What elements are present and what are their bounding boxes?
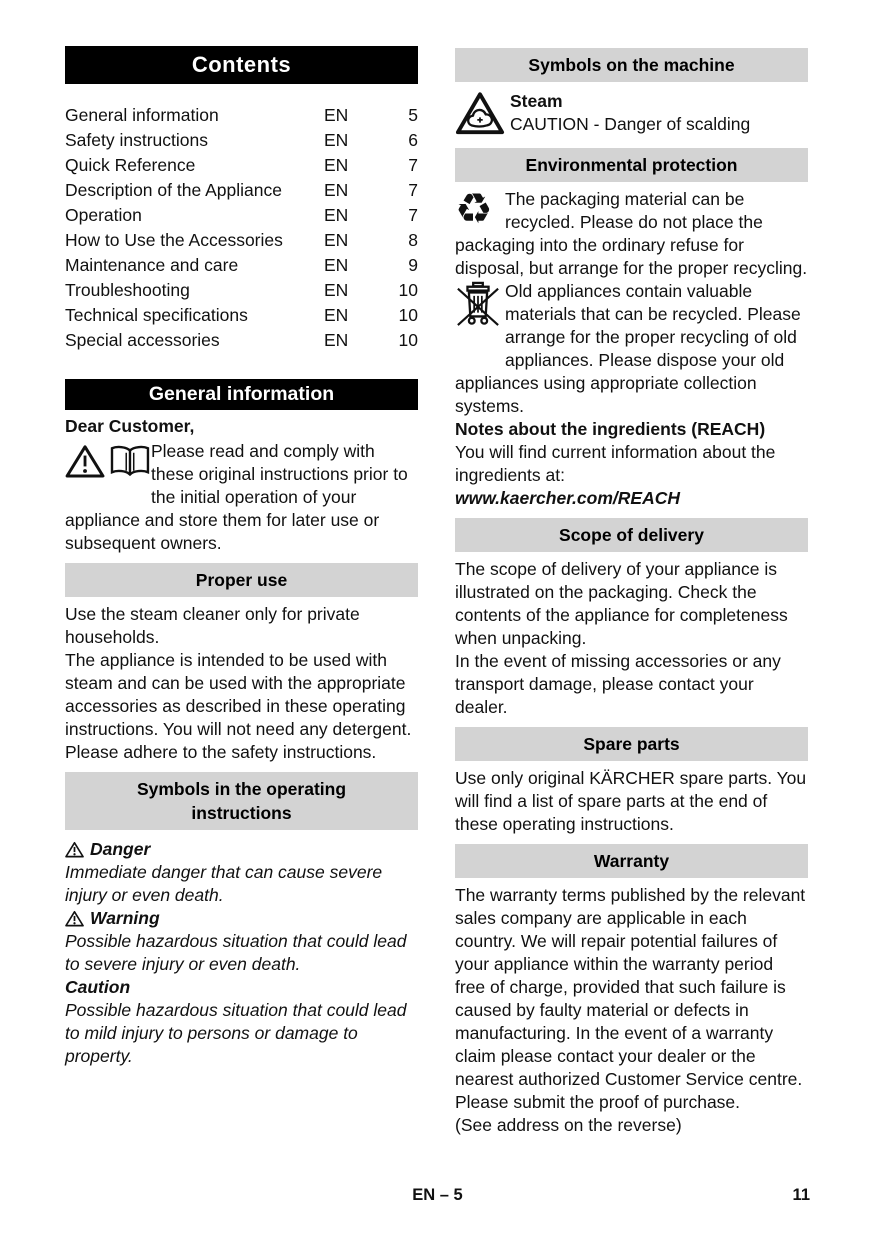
right-column — [455, 48, 808, 1137]
spare-parts-text: Use only original KÄRCHER spare parts. You will find a list of spare parts at the end of these operating instructions. — [455, 768, 807, 834]
open-book-icon — [109, 442, 151, 480]
scope-paragraph-2: In the event of missing accessories or any transport damage, please contact your dealer. — [455, 651, 781, 717]
packaging-paragraph — [455, 184, 808, 280]
toc-entry-page: 8 — [408, 230, 418, 250]
danger-heading-row — [65, 838, 418, 861]
toc-entry-page: 10 — [398, 280, 418, 300]
symbol-item-caution — [65, 976, 418, 1068]
steam-label: Steam — [510, 91, 563, 111]
toc-entry-lang: EN — [324, 280, 349, 300]
symbol-item-warning — [65, 907, 418, 976]
toc-row — [65, 328, 418, 353]
caution-heading: Caution — [65, 977, 131, 997]
read-instructions-icons — [65, 440, 151, 488]
footer-page-number: 11 — [792, 1186, 810, 1204]
steam-caution-text: CAUTION - Danger of scalding — [510, 114, 751, 134]
toc-entry-page: 7 — [408, 155, 418, 175]
toc-entry-lang: EN — [324, 105, 349, 125]
contents-header: Contents — [65, 46, 418, 84]
read-instructions-text: Please read and comply with these original instructions prior to the initial operation of your appliance and store them for later use or subsequent owners. — [65, 441, 408, 553]
toc-entry-lang: EN — [324, 155, 349, 175]
weee-icon-wrap — [455, 280, 505, 350]
toc-entry-label: General information — [65, 105, 219, 125]
warning-triangle-icon — [65, 442, 105, 480]
toc-entry-lang: EN — [324, 130, 349, 150]
old-appliances-text: Old appliances contain valuable materials that can be recycled. Please arrange for the proper recycling of old appliances. Please dispose your old appliances using appropriate collection systems. — [455, 281, 801, 416]
warning-triangle-icon — [65, 910, 84, 927]
scope-paragraph-1: The scope of delivery of your appliance is illustrated on the packaging. Check the contents of the appliance for completeness when unpacking. — [455, 559, 788, 648]
warranty-header: Warranty — [455, 844, 808, 878]
dear-customer-line: Dear Customer, — [65, 416, 195, 436]
steam-icon-wrap — [455, 90, 510, 138]
toc-entry-label: Technical specifications — [65, 305, 248, 325]
toc-entry-page: 6 — [408, 130, 418, 150]
toc-entry-label: How to Use the Accessories — [65, 230, 283, 250]
symbols-machine-header: Symbols on the machine — [455, 48, 808, 82]
toc-row — [65, 103, 418, 128]
symbols-instructions-header: Symbols in the operating instructions — [65, 772, 418, 830]
symbol-item-danger — [65, 838, 418, 907]
toc-entry-page: 9 — [408, 255, 418, 275]
danger-triangle-icon — [65, 841, 84, 858]
toc-row — [65, 128, 418, 153]
environmental-protection-header: Environmental protection — [455, 148, 808, 182]
left-column — [65, 46, 418, 1068]
toc-entry-label: Maintenance and care — [65, 255, 239, 275]
danger-heading: Danger — [90, 839, 151, 859]
proper-use-header: Proper use — [65, 563, 418, 597]
proper-use-paragraph-1: Use the steam cleaner only for private households. — [65, 604, 360, 647]
toc-entry-page: 7 — [408, 180, 418, 200]
weee-crossed-bin-icon — [455, 280, 501, 328]
toc-entry-page: 10 — [398, 305, 418, 325]
toc-entry-label: Quick Reference — [65, 155, 196, 175]
warning-heading-row — [65, 907, 418, 930]
warning-heading: Warning — [90, 908, 160, 928]
toc-row — [65, 303, 418, 328]
toc-entry-lang: EN — [324, 180, 349, 200]
old-appliances-paragraph — [455, 280, 808, 418]
general-information-header: General information — [65, 379, 418, 410]
danger-text: Immediate danger that can cause severe injury or even death. — [65, 862, 383, 905]
toc-entry-lang: EN — [324, 330, 349, 350]
toc-row — [65, 278, 418, 303]
packaging-text: The packaging material can be recycled. Please do not place the packaging into the ordinary refuse for disposal, but arrange for the proper recycling. — [455, 189, 808, 278]
reach-url: www.kaercher.com/REACH — [455, 488, 680, 508]
toc-entry-label: Description of the Appliance — [65, 180, 282, 200]
toc-entry-label: Safety instructions — [65, 130, 208, 150]
toc-entry-lang: EN — [324, 205, 349, 225]
toc-row — [65, 228, 418, 253]
steam-warning-icon — [455, 90, 505, 136]
toc-entry-lang: EN — [324, 255, 349, 275]
warranty-address-note: (See address on the reverse) — [455, 1115, 682, 1135]
toc-entry-page: 10 — [398, 330, 418, 350]
read-instructions-paragraph — [65, 440, 418, 555]
toc-entry-page: 5 — [408, 105, 418, 125]
toc-row — [65, 203, 418, 228]
table-of-contents — [65, 103, 418, 353]
reach-heading: Notes about the ingredients (REACH) — [455, 419, 766, 439]
toc-row — [65, 178, 418, 203]
toc-entry-label: Operation — [65, 205, 142, 225]
toc-entry-page: 7 — [408, 205, 418, 225]
toc-row — [65, 253, 418, 278]
warning-text: Possible hazardous situation that could lead to severe injury or even death. — [65, 931, 407, 974]
footer-page-code: EN – 5 — [412, 1186, 463, 1204]
warranty-text: The warranty terms published by the relevant sales company are applicable in each country. We will repair potential failures of your appliance within the warranty period free of charge, provided that such failure is caused by faulty material or defects in manufacturing. In the event of a warranty claim please contact your dealer or the nearest authorized Customer Service centre. — [455, 885, 806, 1089]
warranty-proof-line: Please submit the proof of purchase. — [455, 1092, 741, 1112]
steam-symbol-block — [455, 90, 808, 142]
toc-entry-label: Troubleshooting — [65, 280, 190, 300]
caution-text: Possible hazardous situation that could lead to mild injury to persons or damage to property. — [65, 1000, 407, 1066]
toc-entry-label: Special accessories — [65, 330, 220, 350]
toc-entry-lang: EN — [324, 230, 349, 250]
scope-of-delivery-header: Scope of delivery — [455, 518, 808, 552]
reach-text: You will find current information about the ingredients at: — [455, 442, 776, 485]
toc-entry-lang: EN — [324, 305, 349, 325]
toc-row — [65, 153, 418, 178]
proper-use-paragraph-2: The appliance is intended to be used with steam and can be used with the appropriate accessories as described in these operating instructions. You will not need any detergent. Please adhere to the safety instructions. — [65, 650, 412, 762]
recycling-icon: ♻ — [455, 184, 493, 233]
spare-parts-header: Spare parts — [455, 727, 808, 761]
